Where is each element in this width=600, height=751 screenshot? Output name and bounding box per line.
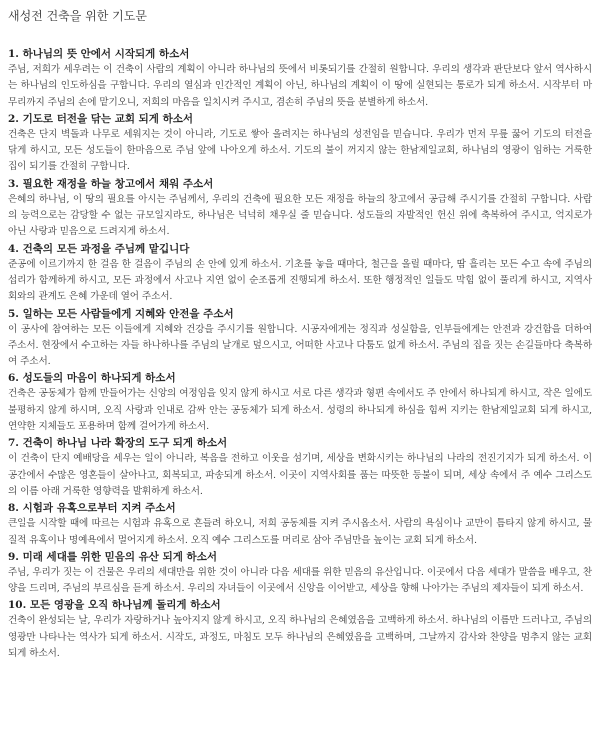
prayer-section-1 (8, 46, 592, 111)
prayer-section-8 (8, 500, 592, 549)
prayer-section-10 (8, 597, 592, 662)
prayer-section-6 (8, 370, 592, 435)
section-body: 은혜의 하나님, 이 땅의 필요를 아시는 주님께서, 우리의 건축에 필요한 모든 재정을 하늘의 창고에서 공급해 주시기를 간절히 구합니다. 사람의 능력으로는 감당할 수 없는 규모일지라도, 하나님은 넉넉히 채우실 줄 믿습니다. 성도들의 자발적인 헌신 위에 축복하여 주시고, 억지로가 아닌 사랑과 믿음으로 드려지게 하소서. (8, 193, 592, 238)
section-heading: 4. 건축의 모든 과정을 주님께 맡깁니다 (8, 242, 190, 255)
prayer-section-2 (8, 111, 592, 176)
prayer-section-5 (8, 306, 592, 371)
section-body: 주님, 우리가 짓는 이 건물은 우리의 세대만을 위한 것이 아니라 다음 세대를 위한 믿음의 유산입니다. 이곳에서 다음 세대가 말씀을 배우고, 찬양을 드리며, 주님의 부르심을 듣게 하소서. 우리의 자녀들이 이곳에서 신앙을 이어받고, 세상을 향해 나아가는 주님의 제자들이 되게 하소서. (8, 566, 592, 595)
section-body: 건축은 공동체가 함께 만들어가는 신앙의 여정임을 잊지 않게 하시고 서로 다른 생각과 형편 속에서도 주 안에서 하나되게 하시고, 작은 일에도 불평하지 않게 하시며, 오직 사랑과 인내로 감싸 안는 공동체가 되게 하소서. 성령의 하나되게 하심을 힘써 지키는 한남제일교회 되게 하시고, 연약한 지체들도 포용하며 함께 걸어가게 하소서. (8, 388, 592, 433)
section-body: 건축이 완성되는 날, 우리가 자랑하거나 높아지지 않게 하시고, 오직 하나님의 은혜였음을 고백하게 하소서. 하나님의 이름만 드러나고, 주님의 영광만 나타나는 역사가 되게 하소서. 시작도, 과정도, 마침도 모두 하나님의 은혜였음을 고백하며, 그날까지 감사와 찬양을 멈추지 않는 교회 되게 하소서. (8, 615, 592, 660)
prayer-section-7 (8, 435, 592, 500)
section-heading: 2. 기도로 터전을 닦는 교회 되게 하소서 (8, 112, 194, 125)
document-title: 새성전 건축을 위한 기도문 (8, 9, 147, 23)
section-heading: 6. 성도들의 마음이 하나되게 하소서 (8, 372, 176, 385)
section-heading: 5. 일하는 모든 사람들에게 지혜와 안전을 주소서 (8, 307, 234, 320)
section-body: 이 공사에 참여하는 모든 이들에게 지혜와 건강을 주시기를 원합니다. 시공자에게는 정직과 성실함을, 인부들에게는 안전과 강건함을 더하여 주소서. 현장에서 수고하는 자들 하나하나를 주님의 날개로 덮으시고, 어떠한 사고나 다툼도 없게 하소서. 주님의 집을 짓는 손길들마다 축복하여 주소서. (8, 323, 592, 368)
section-body: 준공에 이르기까지 한 걸음 한 걸음이 주님의 손 안에 있게 하소서. 기초를 놓을 때마다, 철근을 올릴 때마다, 땀 흘리는 모든 수고 속에 주님의 섭리가 함께하게 하시고, 모든 과정에서 사고나 지연 없이 순조롭게 진행되게 하소서. 또한 행정적인 일들도 막힘 없이 풀리게 하시고, 지역사회와의 관계도 은혜 가운데 열어 주소서. (8, 258, 592, 303)
section-heading: 7. 건축이 하나님 나라 확장의 도구 되게 하소서 (8, 437, 228, 450)
section-body: 이 건축이 단지 예배당을 세우는 일이 아니라, 복음을 전하고 이웃을 섬기며, 세상을 변화시키는 하나님의 나라의 전진기지가 되게 하소서. 이 공간에서 수많은 영혼들이 살아나고, 회복되고, 파송되게 하소서. 이곳이 지역사회를 품는 따뜻한 등불이 되며, 세상 속에서 주 예수 그리스도의 이름 아래 거룩한 영향력을 발휘하게 하소서. (8, 453, 592, 497)
section-body: 건축은 단지 벽돌과 나무로 세워지는 것이 아니라, 기도로 쌓아 올려지는 하나님의 성전임을 믿습니다. 우리가 먼저 무릎 꿇어 기도의 터전을 닦게 하시고, 모든 성도들이 한마음으로 주님 앞에 나아오게 하소서. 기도의 불이 꺼지지 않는 한남제일교회, 하나님의 영광이 임하는 거룩한 집이 되기를 간절히 구합니다. (8, 128, 592, 173)
section-heading: 10. 모든 영광을 오직 하나님께 돌리게 하소서 (8, 599, 221, 612)
section-body: 주님, 저희가 세우려는 이 건축이 사람의 계획이 아니라 하나님의 뜻에서 비롯되기를 간절히 원합니다. 우리의 생각과 판단보다 앞서 역사하시는 하나님의 인도하심을 구합니다. 우리의 열심과 인간적인 계획이 아닌, 하나님의 계획이 이 땅에 실현되는 통로가 되게 하소서. 시작부터 마무리까지 주님의 손에 맡기오니, 저희의 마음을 일치시켜 주시고, 겸손히 주님의 뜻을 분별하게 하소서. (8, 64, 592, 108)
prayer-section-3 (8, 176, 592, 241)
section-heading: 9. 미래 세대를 위한 믿음의 유산 되게 하소서 (8, 550, 217, 563)
section-heading: 8. 시험과 유혹으로부터 지켜 주소서 (8, 502, 176, 515)
prayer-section-4 (8, 241, 592, 306)
prayer-section-9 (8, 549, 592, 598)
section-heading: 3. 필요한 재정을 하늘 창고에서 채워 주소서 (8, 177, 214, 190)
section-heading: 1. 하나님의 뜻 안에서 시작되게 하소서 (8, 48, 190, 60)
section-body: 큰일을 시작할 때에 따르는 시험과 유혹으로 흔들려 하오니, 저희 공동체를 지켜 주시옵소서. 사람의 욕심이나 교만이 틈타지 않게 하시고, 물질적 유혹이나 명예욕에서 멀어지게 하소서. 오직 예수 그리스도를 머리로 삼아 주님만을 높이는 교회 되게 하소서. (8, 518, 592, 546)
